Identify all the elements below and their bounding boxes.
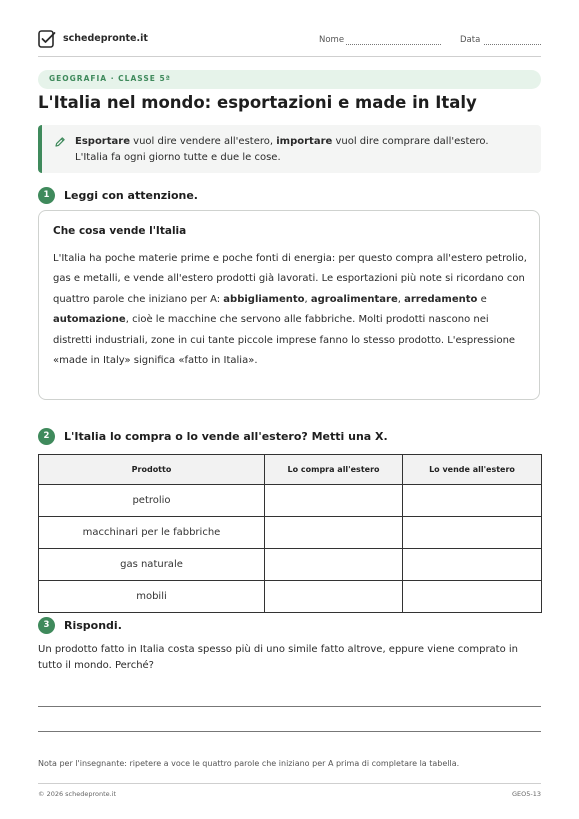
worksheet-page	[38, 0, 541, 819]
footer-divider	[38, 783, 541, 784]
definition-text	[75, 134, 535, 166]
check-logo-icon	[38, 30, 56, 48]
footer-copyright: © 2026 schedepronte.it	[38, 790, 117, 798]
sell-checkbox-cell[interactable]	[403, 517, 542, 549]
product-cell: gas naturale	[39, 549, 265, 581]
keyword-agroalimentare: agroalimentare	[310, 293, 398, 305]
date-label: Data	[460, 35, 481, 45]
step-2-number: 2	[38, 428, 55, 445]
definition-line2: L'Italia fa ogni giorno tutte e due le cose.	[75, 152, 281, 163]
keyword-automazione: automazione	[53, 314, 126, 326]
step-3-number: 3	[38, 617, 55, 634]
definition-import: vuol dire comprare dall'estero.	[332, 136, 489, 147]
step-2-heading	[38, 428, 541, 448]
table-header-row	[39, 455, 542, 485]
date-field[interactable]	[484, 44, 541, 45]
page-title: L'Italia nel mondo: esportazioni e made in Italy	[38, 93, 477, 112]
separator: ,	[397, 293, 405, 305]
column-header: Lo vende all'estero	[403, 455, 542, 485]
product-cell: mobili	[39, 581, 265, 613]
name-label: Nome	[319, 35, 345, 45]
buy-checkbox-cell[interactable]	[265, 517, 403, 549]
step-2-label: L'Italia lo compra o lo vende all'estero? Metti una X.	[64, 430, 388, 443]
reading-part-2: , cioè le macchine che servono alle fabbriche. Molti prodotti nascono nei distretti industriali, zone in cui tante piccole imprese fanno lo stesso prodotto. L'espressione «made in Italy» significa «fatto in Italia».	[53, 314, 516, 367]
separator: e	[477, 293, 487, 305]
sell-checkbox-cell[interactable]	[403, 485, 542, 517]
column-header: Prodotto	[39, 455, 265, 485]
product-cell: petrolio	[39, 485, 265, 517]
step-1-label: Leggi con attenzione.	[64, 189, 198, 202]
reading-box	[38, 210, 540, 400]
open-question: Un prodotto fatto in Italia costa spesso più di uno simile fatto altrove, eppure viene comprato in tutto il mondo. Perché?	[38, 644, 519, 671]
definition-box	[38, 125, 541, 173]
header-divider	[38, 56, 541, 57]
sell-checkbox-cell[interactable]	[403, 581, 542, 613]
table-row	[39, 485, 542, 517]
table-row	[39, 581, 542, 613]
table-row	[39, 517, 542, 549]
buy-checkbox-cell[interactable]	[265, 549, 403, 581]
separator: ,	[304, 293, 311, 305]
footer-code: GEO5-13	[511, 790, 541, 798]
definition-export: vuol dire vendere all'estero,	[130, 136, 277, 147]
brand-name: schedepronte.it	[63, 33, 148, 44]
answer-line-1[interactable]	[38, 706, 541, 707]
reading-part-1: L'Italia ha poche materie prime e poche fonti di energia: per questo compra all'estero petrolio, gas e metalli, e vende all'estero prodotti già lavorati. Le esportazioni più note si ricordano con quattro parole che iniziano per A:	[53, 253, 527, 305]
buy-checkbox-cell[interactable]	[265, 485, 403, 517]
subject-pill	[38, 70, 541, 89]
name-field[interactable]	[346, 44, 441, 45]
keyword-abbigliamento: abbigliamento	[223, 293, 305, 305]
term-export: Esportare	[75, 136, 130, 147]
page-header	[38, 28, 541, 52]
subject-pill-label: GEOGRAFIA · CLASSE 5ª	[49, 74, 171, 83]
step-3-heading	[38, 617, 541, 637]
column-header: Lo compra all'estero	[265, 455, 403, 485]
pencil-icon	[54, 136, 66, 148]
step-1-heading	[38, 187, 541, 207]
term-import: importare	[276, 136, 333, 147]
buy-checkbox-cell[interactable]	[265, 581, 403, 613]
sell-checkbox-cell[interactable]	[403, 549, 542, 581]
product-cell: macchinari per le fabbriche	[39, 517, 265, 549]
buy-sell-table	[38, 454, 542, 613]
reading-title: Che cosa vende l'Italia	[53, 225, 187, 237]
teacher-note: Nota per l'insegnante: ripetere a voce le quattro parole che iniziano per A prima di completare la tabella.	[38, 759, 460, 768]
table-row	[39, 549, 542, 581]
step-1-number: 1	[38, 187, 55, 204]
step-3-label: Rispondi.	[64, 619, 122, 632]
reading-paragraph	[53, 249, 527, 371]
keyword-arredamento: arredamento	[404, 293, 478, 305]
answer-line-2[interactable]	[38, 731, 541, 732]
